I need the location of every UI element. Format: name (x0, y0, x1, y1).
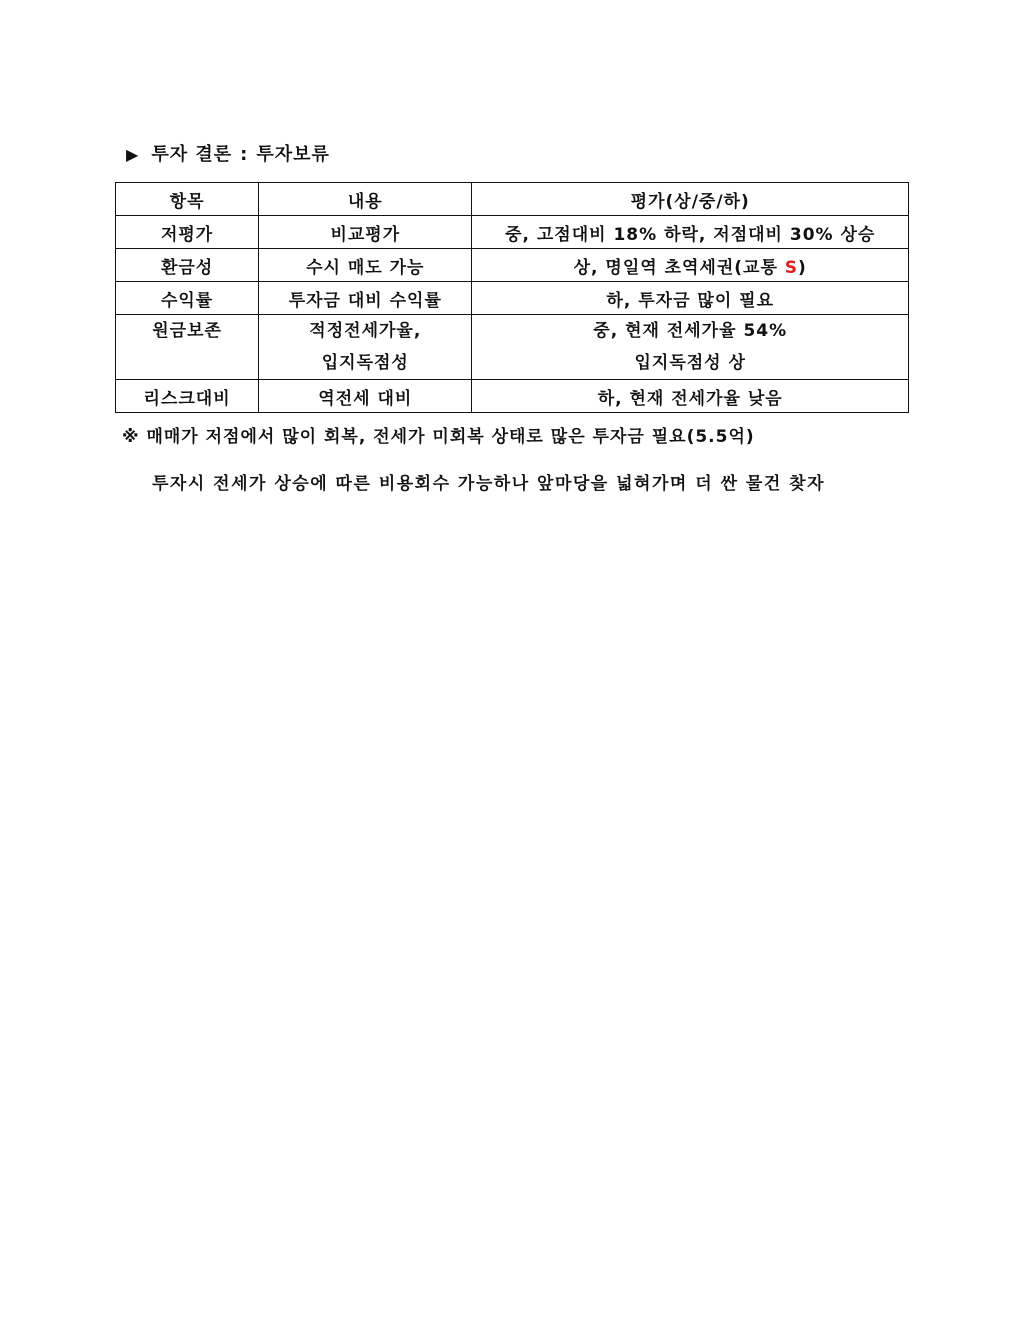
row-item: 리스크대비 (116, 380, 259, 413)
row-evaluation: 중, 고점대비 18% 하락, 저점대비 30% 상승 (472, 216, 909, 249)
investment-note: ※ 매매가 저점에서 많이 회복, 전세가 미회복 상태로 많은 투자금 필요(5.5억) (122, 427, 755, 447)
row-item: 저평가 (116, 216, 259, 249)
content-line: 적정전세가율, (309, 321, 422, 341)
conclusion-heading (126, 140, 330, 166)
table-row (116, 380, 909, 413)
conclusion-label: 투자 결론 (151, 144, 233, 165)
row-item-text: 원금보존 (152, 321, 222, 341)
table-header-row (116, 183, 909, 216)
row-content: 역전세 대비 (259, 380, 472, 413)
evaluation-close: ) (798, 257, 807, 278)
row-item: 수익률 (116, 282, 259, 315)
row-item: 환금성 (116, 249, 259, 282)
evaluation-line: 입지독점성 상 (634, 353, 746, 373)
evaluation-line: 중, 현재 전세가율 54% (593, 321, 788, 341)
row-content: 비교평가 (259, 216, 472, 249)
header-content: 내용 (259, 183, 472, 216)
header-item: 항목 (116, 183, 259, 216)
evaluation-text: 상, 명일역 초역세권(교통 (573, 257, 785, 278)
row-evaluation: 하, 현재 전세가율 낮음 (472, 380, 909, 413)
table-row (116, 249, 909, 282)
content-line: 입지독점성 (321, 353, 409, 373)
row-evaluation: 하, 투자금 많이 필요 (472, 282, 909, 315)
row-item (116, 315, 259, 380)
transport-grade: S (784, 257, 799, 278)
conclusion-value: 투자보류 (256, 144, 330, 165)
row-content (259, 315, 472, 380)
row-content: 투자금 대비 수익률 (259, 282, 472, 315)
investment-advice: 투자시 전세가 상승에 따른 비용회수 가능하나 앞마당을 넓혀가며 더 싼 물건 찾자 (152, 474, 826, 494)
table-row (116, 282, 909, 315)
triangle-bullet-icon: ▶ (126, 145, 140, 164)
evaluation-table (115, 182, 909, 413)
row-evaluation (472, 249, 909, 282)
row-evaluation (472, 315, 909, 380)
table-row (116, 315, 909, 380)
header-evaluation: 평가(상/중/하) (472, 183, 909, 216)
row-content: 수시 매도 가능 (259, 249, 472, 282)
table-row (116, 216, 909, 249)
conclusion-separator: : (240, 144, 249, 165)
